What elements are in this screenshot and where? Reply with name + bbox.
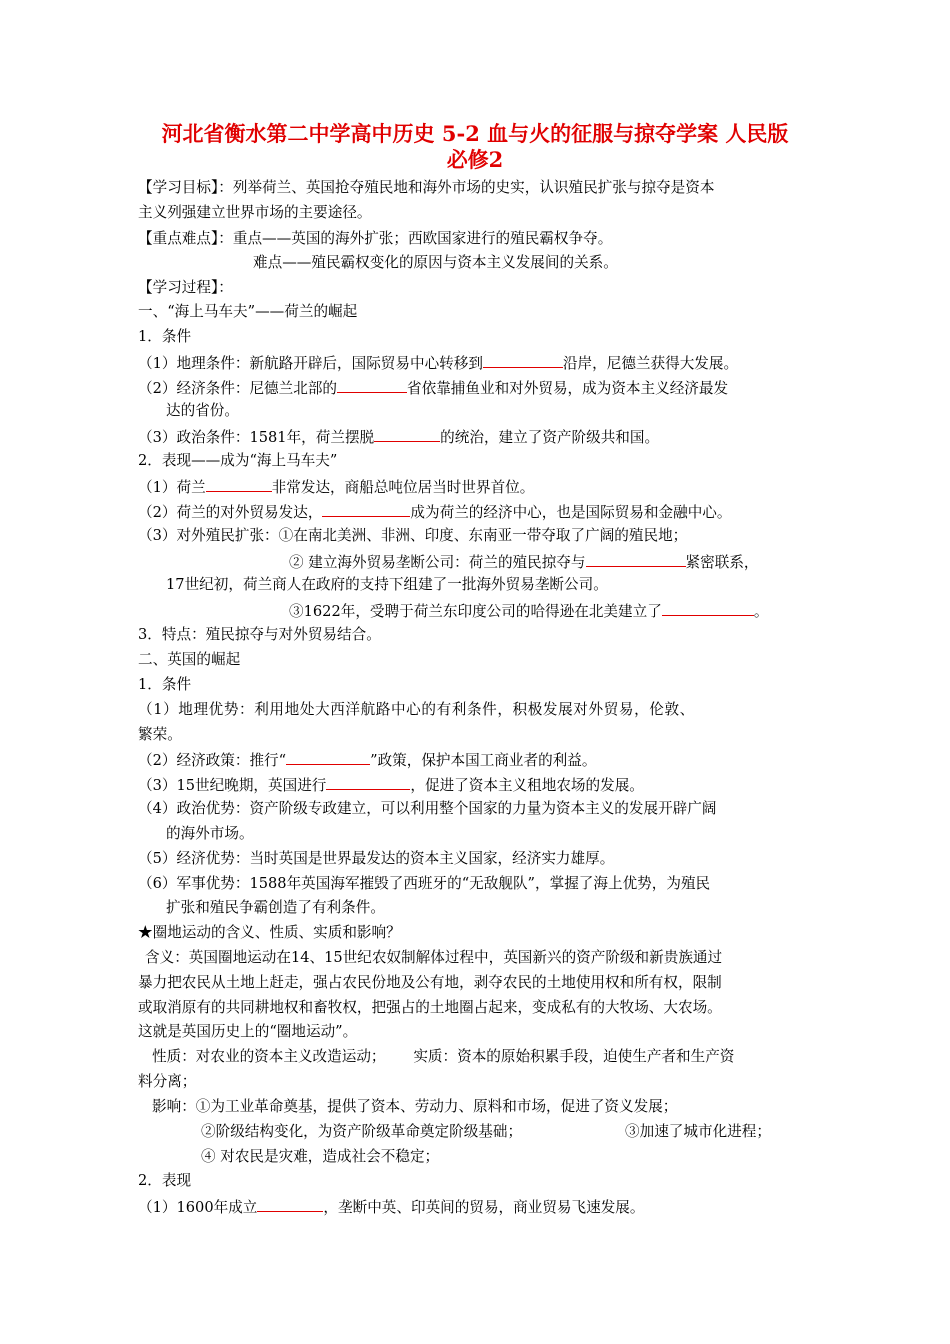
s1-cond-2: （2）经济条件：尼德兰北部的 省依靠捕鱼业和对外贸易，成为资本主义经济最发	[138, 377, 728, 399]
fill-blank[interactable]	[662, 600, 754, 616]
difficult-points: 难点——殖民霸权变化的原因与资本主义发展间的关系。	[253, 254, 618, 271]
s1-perf-1: （1）荷兰 非常发达，商船总吨位居当时世界首位。	[138, 476, 534, 498]
enclosure-impact-4: ④ 对农民是灾难，造成社会不稳定；	[201, 1148, 440, 1165]
s2-cond-4-cont: 的海外市场。	[166, 825, 254, 842]
s1-performance-heading: 2．表现——成为“海上马车夫”	[138, 452, 338, 469]
s2-cond-3: （3）15世纪晚期，英国进行 ，促进了资本主义租地农场的发展。	[138, 774, 644, 796]
enclosure-meaning-4: 这就是英国历史上的“圈地运动”。	[138, 1023, 358, 1040]
s2-cond-4: （4）政治优势：资产阶级专政建立，可以利用整个国家的力量为资本主义的发展开辟广阔	[138, 800, 717, 817]
enclosure-meaning-2: 暴力把农民从土地上赶走，强占农民份地及公有地，剥夺农民的土地使用权和所有权，限制	[138, 974, 722, 991]
s1-perf-3-d: ③1622年，受聘于荷兰东印度公司的哈得逊在北美建立了 。	[289, 600, 768, 622]
fill-blank[interactable]	[586, 551, 686, 567]
s2-perf-1: （1）1600年成立 ，垄断中英、印英间的贸易，商业贸易飞速发展。	[138, 1196, 644, 1218]
s2-cond-5: （5）经济优势：当时英国是世界最发达的资本主义国家，经济实力雄厚。	[138, 850, 615, 867]
document-title-line-2: 必修2	[446, 147, 504, 172]
s2-cond-2: （2）经济政策：推行“ ”政策，保护本国工商业者的利益。	[138, 749, 596, 771]
s1-perf-3-c: 17世纪初，荷兰商人在政府的支持下组建了一批海外贸易垄断公司。	[166, 576, 608, 593]
s2-cond-1-cont: 繁荣。	[138, 726, 182, 743]
learning-goals-cont: 主义列强建立世界市场的主要途径。	[138, 204, 372, 221]
s1-conditions-heading: 1．条件	[138, 328, 192, 345]
s1-cond-3: （3）政治条件：1581年，荷兰摆脱 的统治，建立了资产阶级共和国。	[138, 426, 659, 448]
enclosure-meaning-3: 或取消原有的共同耕地权和畜牧权，把强占的土地圈占起来，变成私有的大牧场、大农场。	[138, 999, 722, 1016]
s1-cond-1: （1）地理条件：新航路开辟后，国际贸易中心转移到 沿岸，尼德兰获得大发展。	[138, 352, 738, 374]
s1-perf-2: （2）荷兰的对外贸易发达， 成为荷兰的经济中心，也是国际贸易和金融中心。	[138, 501, 732, 523]
enclosure-impact-2: ②阶级结构变化，为资产阶级革命奠定阶级基础；	[201, 1123, 523, 1140]
s1-perf-3: （3）对外殖民扩张：①在南北美洲、非洲、印度、东南亚一带夺取了广阔的殖民地；	[138, 527, 688, 544]
fill-blank[interactable]	[286, 749, 370, 765]
document-title-line-1: 河北省衡水第二中学高中历史 5-2 血与火的征服与掠夺学案 人民版	[161, 121, 789, 146]
s2-cond-1: （1）地理优势：利用地处大西洋航路中心的有利条件，积极发展对外贸易，伦敦、	[138, 701, 695, 718]
learning-goals: 【学习目标】：列举荷兰、英国抢夺殖民地和海外市场的史实，认识殖民扩张与掠夺是资本	[138, 179, 715, 196]
key-points: 【重点难点】：重点——英国的海外扩张；西欧国家进行的殖民霸权争夺。	[138, 230, 613, 247]
s2-conditions-heading: 1．条件	[138, 676, 192, 693]
enclosure-impact-3: ③加速了城市化进程；	[625, 1123, 771, 1140]
s2-cond-6-cont: 扩张和殖民争霸创造了有利条件。	[166, 899, 385, 916]
learning-process-label: 【学习过程】：	[138, 279, 233, 296]
s1-cond-2-cont: 达的省份。	[166, 402, 239, 419]
s1-feature: 3．特点：殖民掠夺与对外贸易结合。	[138, 626, 381, 643]
fill-blank[interactable]	[206, 476, 272, 492]
enclosure-meaning: 含义：英国圈地运动在14、15世纪农奴制解体过程中，英国新兴的资产阶级和新贵族通过	[145, 949, 723, 966]
fill-blank[interactable]	[374, 426, 440, 442]
s2-cond-6: （6）军事优势：1588年英国海军摧毁了西班牙的“无敌舰队”，掌握了海上优势，为殖民	[138, 875, 711, 892]
fill-blank[interactable]	[257, 1196, 323, 1212]
enclosure-question: ★圈地运动的含义、性质、实质和影响？	[138, 924, 401, 941]
section-2-heading: 二、英国的崛起	[138, 651, 241, 668]
s2-performance-heading: 2．表现	[138, 1172, 192, 1189]
enclosure-impact-1: 影响：①为工业革命奠基，提供了资本、劳动力、原料和市场，促进了资义发展；	[152, 1098, 678, 1115]
fill-blank[interactable]	[326, 774, 410, 790]
fill-blank[interactable]	[337, 377, 407, 393]
enclosure-nature-cont: 料分离；	[138, 1073, 197, 1090]
section-1-heading: 一、“海上马车夫”——荷兰的崛起	[138, 303, 358, 320]
s1-perf-3-b: ② 建立海外贸易垄断公司：荷兰的殖民掠夺与 紧密联系，	[289, 551, 759, 573]
enclosure-nature: 性质：对农业的资本主义改造运动； 实质：资本的原始积累手段，迫使生产者和生产资	[152, 1048, 735, 1065]
fill-blank[interactable]	[483, 352, 563, 368]
fill-blank[interactable]	[322, 501, 410, 517]
